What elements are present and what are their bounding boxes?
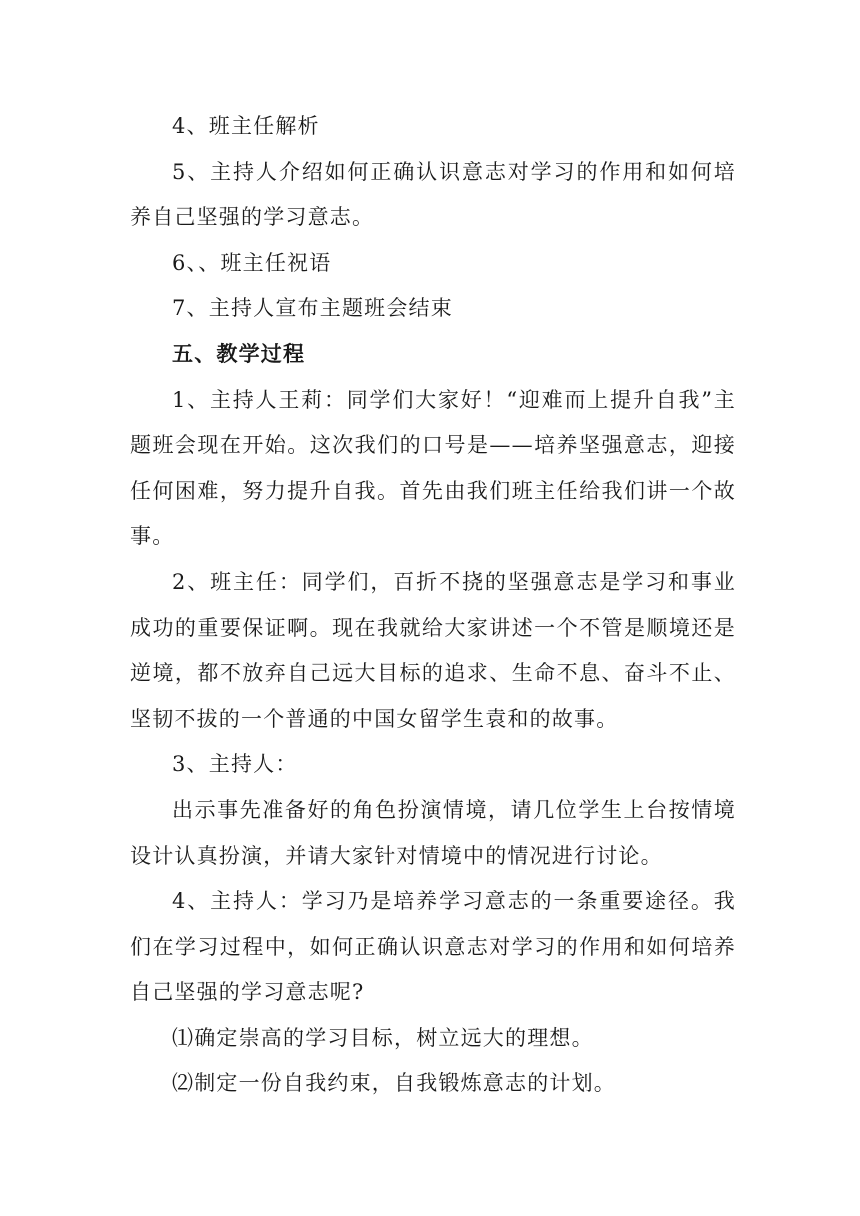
paragraph-process-4: 4、主持人：学习乃是培养学习意志的一条重要途径。我们在学习过程中，如何正确认识意志对学习的作用和如何培养自己坚强的学习意志呢?: [130, 889, 736, 1005]
paragraph-process-1: 1、主持人王莉：同学们大家好！“迎难而上提升自我”主题班会现在开始。这次我们的口号是——培养坚强意志，迎接任何困难，努力提升自我。首先由我们班主任给我们讲一个故事。: [130, 387, 736, 549]
list-item-goal: ⑴确定崇高的学习目标，树立远大的理想。: [172, 1025, 594, 1050]
paragraph-process-3-detail: 出示事先准备好的角色扮演情境，请几位学生上台按情境设计认真扮演，并请大家针对情境中的情况进行讨论。: [130, 797, 736, 868]
list-item-plan: ⑵制定一份自我约束，自我锻炼意志的计划。: [172, 1071, 616, 1096]
section-heading-teaching-process: 五、教学过程: [172, 341, 306, 366]
paragraph-step-6: 6、、班主任祝语: [172, 250, 332, 275]
document-page: [130, 104, 736, 1107]
paragraph-step-5: 5、主持人介绍如何正确认识意志对学习的作用和如何培养自己坚强的学习意志。: [130, 159, 736, 230]
paragraph-step-4: 4、班主任解析: [172, 114, 320, 138]
paragraph-process-3: 3、主持人：: [172, 752, 298, 777]
paragraph-process-2: 2、班主任：同学们，百折不挠的坚强意志是学习和事业成功的重要保证啊。现在我就给大家讲述一个不管是顺境还是逆境，都不放弃自己远大目标的追求、生命不息、奋斗不止、坚韧不拔的一个普通的中国女留学生袁和的故事。: [130, 569, 736, 731]
paragraph-step-7: 7、主持人宣布主题班会结束: [172, 296, 453, 321]
